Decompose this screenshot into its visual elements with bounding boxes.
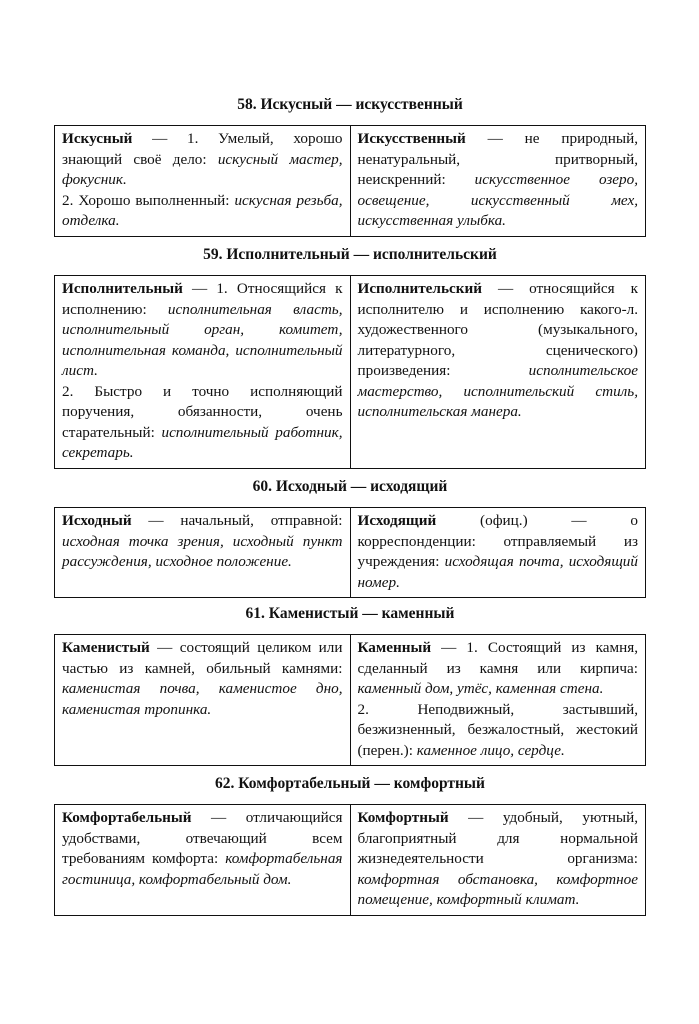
right-definition bbox=[350, 126, 646, 237]
definition-text: — отличающийся удобствами, отвечающий всем требованиям комфорта: bbox=[62, 809, 343, 867]
comparison-table bbox=[54, 634, 646, 766]
entry-59 bbox=[54, 245, 646, 469]
entry-heading: 60. Исходный — исходящий bbox=[252, 478, 448, 495]
comparison-table bbox=[54, 275, 646, 469]
entry-heading: 62. Комфортабельный — комфортный bbox=[215, 775, 485, 792]
usage-examples: искусная резьба, отделка. bbox=[62, 191, 343, 229]
usage-examples: исходная точка зрения, исходный пункт рассуждения, исходное положение. bbox=[62, 532, 343, 570]
usage-examples: комфортная обстановка, комфортное помещение, комфортный климат. bbox=[357, 870, 638, 908]
usage-examples: искусственное озеро, освещение, искусственный мех, искусственная улыбка. bbox=[357, 171, 638, 229]
definition-text: — 1. Относящийся к исполнению: bbox=[62, 280, 343, 318]
term: Каменистый bbox=[62, 639, 150, 656]
usage-examples: каменный дом, утёс, каменная стена. bbox=[357, 680, 604, 697]
entry-heading: 61. Каменистый — каменный bbox=[245, 605, 455, 622]
term: Комфортный bbox=[357, 809, 449, 826]
usage-examples: исполнительная власть, исполнительный орган, комитет, исполнительная команда, исполнительный лист. bbox=[62, 300, 343, 379]
sense-2 bbox=[358, 700, 639, 762]
definition-text: — состоящий целиком или частью из камней, обильный камнями: bbox=[62, 639, 343, 677]
usage-examples: каменное лицо, сердце. bbox=[416, 741, 565, 759]
comparison-table bbox=[54, 507, 646, 598]
definition-text: 2. Хорошо выполненный: bbox=[62, 191, 235, 209]
usage-examples: искусный мастер, фокусник. bbox=[62, 150, 343, 188]
definition-text: — 1. Состоящий из камня, сделанный из камня или кирпича: bbox=[357, 639, 638, 677]
right-definition bbox=[350, 508, 646, 598]
entry-61 bbox=[54, 604, 646, 766]
entry-62 bbox=[54, 774, 646, 916]
left-definition bbox=[55, 126, 351, 237]
left-definition bbox=[55, 635, 351, 766]
usage-examples: каменистая почва, каменистое дно, каменистая тропинка. bbox=[62, 680, 343, 718]
definition-text: 2. Быстро и точно исполняющий поручения, обязанности, очень старательный: bbox=[62, 382, 343, 441]
term: Исходящий bbox=[357, 512, 437, 529]
entry-heading: 58. Искусный — искусственный bbox=[237, 96, 463, 113]
sense-2 bbox=[62, 382, 343, 464]
usage-examples: исполнительный работник, секретарь. bbox=[62, 423, 343, 461]
definition-text: — относящийся к исполнителю и исполнению какого-л. художественного (музыкального, литературного, сценического) произведения: bbox=[357, 280, 638, 379]
usage-examples: исполнительское мастерство, исполнительский стиль, исполнительская манера. bbox=[357, 362, 638, 420]
term: Исполнительный bbox=[62, 280, 183, 297]
definition-text: (офиц.) — о корреспонденции: отправляемый из учреждения: bbox=[357, 512, 638, 570]
left-definition bbox=[55, 805, 351, 916]
term: Комфортабельный bbox=[62, 809, 192, 826]
left-definition bbox=[55, 508, 351, 598]
definition-text: — начальный, отправной: bbox=[131, 512, 343, 529]
entry-heading: 59. Исполнительный — исполнительский bbox=[203, 246, 497, 263]
definition-text: — 1. Умелый, хорошо знающий своё дело: bbox=[62, 130, 343, 168]
comparison-table bbox=[54, 804, 646, 916]
sense-2 bbox=[62, 191, 343, 232]
definition-text: — удобный, уютный, благоприятный для нормальной жизнедеятельности организма: bbox=[357, 809, 638, 867]
entry-60 bbox=[54, 477, 646, 598]
entry-58 bbox=[54, 95, 646, 237]
term: Искусный bbox=[62, 130, 133, 147]
left-definition bbox=[55, 276, 351, 469]
comparison-table bbox=[54, 125, 646, 237]
right-definition bbox=[350, 635, 646, 766]
term: Искусственный bbox=[357, 130, 466, 147]
term: Исполнительский bbox=[357, 280, 482, 297]
usage-examples: исходящая почта, исходящий номер. bbox=[357, 553, 638, 591]
definition-text: 2. Неподвижный, застывший, безжизненный, безжалостный, жестокий (перен.): bbox=[357, 700, 638, 759]
term: Каменный bbox=[357, 639, 432, 656]
usage-examples: комфортабельная гостиница, комфортабельный дом. bbox=[62, 850, 343, 888]
term: Исходный bbox=[62, 512, 132, 529]
definition-text: — не природный, ненатуральный, притворный, неискренний: bbox=[357, 130, 638, 188]
right-definition bbox=[350, 805, 646, 916]
right-definition bbox=[350, 276, 646, 469]
